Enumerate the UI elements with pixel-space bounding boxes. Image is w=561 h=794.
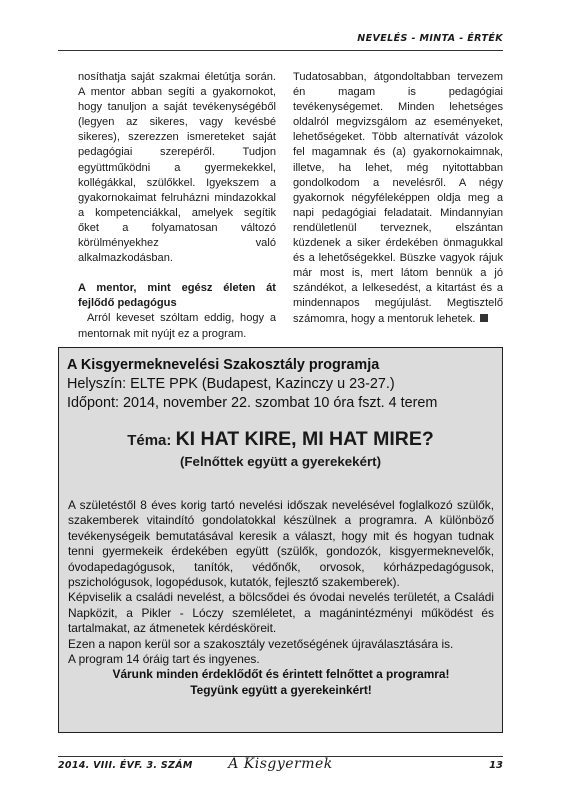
header-divider [58, 50, 503, 51]
magazine-title: A Kisgyermek [228, 756, 333, 772]
program-time: Időpont: 2014, november 22. szombat 10 óra fszt. 4 terem [67, 395, 438, 411]
left-column [78, 70, 276, 342]
program-title: A Kisgyermeknevelési Szakosztály programja [67, 357, 380, 373]
program-announcement-box [58, 347, 503, 733]
left-paragraph-2: Arról keveset szóltam eddig, hogy a mentornak mit nyújt ez a program. [78, 312, 276, 340]
program-invitation: Várunk minden érdeklődőt és érintett felnőttet a programra! [112, 667, 450, 682]
program-paragraph-3: Ezen a napon kerül sor a szakosztály vezetőségének újraválasztására is. [68, 636, 454, 651]
program-description [68, 498, 494, 698]
program-location: Helyszín: ELTE PPK (Budapest, Kazinczy u 23-27.) [67, 376, 395, 392]
theme-label: Téma: [127, 432, 172, 449]
section-subheading: A mentor, mint egész életen át fejlődő pedagógus [78, 282, 276, 310]
program-paragraph-2: Képviselik a családi nevelést, a bölcsődei és óvodai nevelés területét, a Családi Napközit, a Pikler - Lóczy szemléletet, a magánintézményi működést és tartalmakat, az átmenetek kérdésköreit. [68, 590, 494, 636]
program-paragraph-4: A program 14 óráig tart és ingyenes. [68, 652, 260, 667]
article-end-mark-icon [480, 314, 488, 322]
program-slogan: Tegyünk együtt a gyerekeinkért! [190, 682, 372, 697]
theme-title: KI HAT KIRE, MI HAT MIRE? [175, 428, 434, 450]
theme-subtitle: (Felnőttek együtt a gyerekekért) [180, 454, 381, 469]
issue-info: 2014. VIII. ÉVF. 3. SZÁM [58, 760, 193, 771]
right-column [293, 70, 503, 327]
running-header: NEVELÉS - MINTA - ÉRTÉK [357, 33, 503, 44]
program-paragraph-1: A születéstől 8 éves korig tartó nevelési időszak nevelésével foglalkozó szülők, szakemberek vitaindító gondolatokkal készülnek a programra. A különböző tevékenységeik bemutatásával keresik a választ, hogy mit és hogyan tudnak tenni gyermekeik érdekében együtt (szülők, gondozók, kisgyermeknevelők, óvodapedagógusok, tanítók, védőnők, orvosok, kórházpedagógusok, pszichológusok, logopédusok, kutatók, fejlesztő szakemberek). [68, 498, 494, 590]
page-number: 13 [489, 760, 503, 771]
right-paragraph-1 [293, 70, 503, 327]
program-theme [59, 428, 502, 469]
program-heading-block [67, 356, 437, 413]
left-paragraph-1: nosíthatja saját szakmai életútja során. A mentor abban segíti a gyakornokot, hogy tanuljon a saját tevékenységéből (legyen az sikeres, vagy kevésbé sikeres), szerezzen ismereteket saját pedagógiai szerepéről. Tudjon együttműködni a gyermekekkel, kollégákkal, szülőkkel. Igyekszem a gyakornokaimat felruházni mindazokkal a kompetenciákkal, amelyek segítik őket a folyamatosan változó körülményekhez való alkalmazkodásban. [78, 71, 276, 265]
right-paragraph-text: Tudatosabban, átgondoltabban tervezem én magam is pedagógiai tevékenységemet. Minden lehetséges oldalról megvizsgálom az eseményeket, lehetőségeket. Több alternatívát vázolok fel magamnak és (a) gyakornokaimnak, illetve, ha lehet, még nyitottabban gondolkodom a nevelésről. A négy gyakornok négyféleképpen oldja meg a napi pedagógiai feladatait. Mindannyian rendületlenül terveznek, elszántan küzdenek a siker érdekében önmagukkal és a lehetőségekkel. Büszke vagyok rájuk már most is, mert látom bennük a jó szándékot, a lelkesedést, a kitartást és a mindennapos megújulást. Megtisztelő számomra, hogy a mentoruk lehetek. [293, 71, 503, 325]
